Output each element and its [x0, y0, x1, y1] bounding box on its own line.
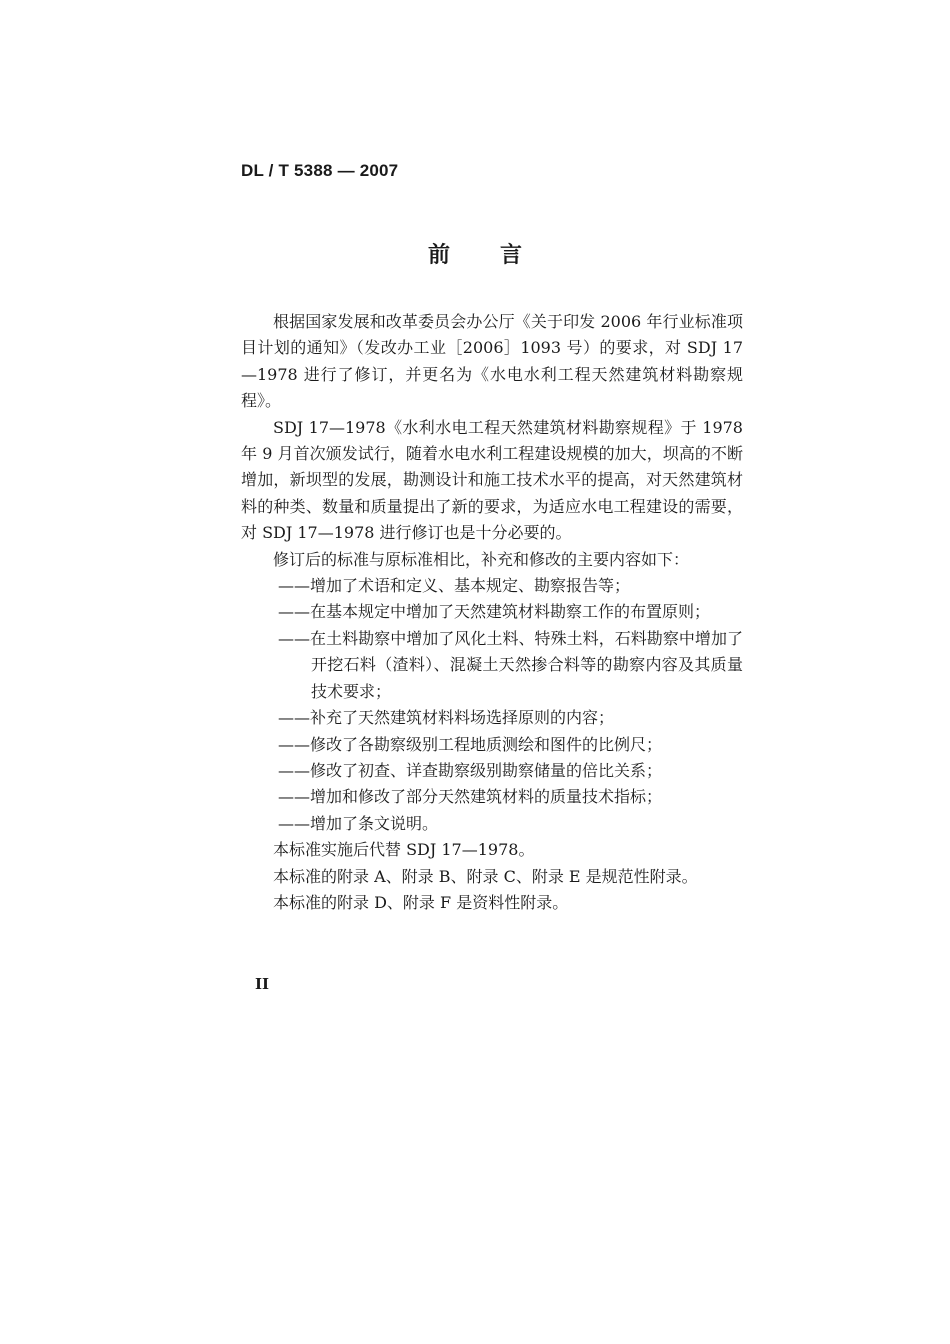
change-item: ——增加了术语和定义、基本规定、勘察报告等；: [278, 576, 631, 596]
changes-intro: 修订后的标准与原标准相比，补充和修改的主要内容如下：: [273, 549, 690, 569]
replacement-note: 本标准实施后代替 SDJ 17—1978。: [273, 840, 535, 860]
change-item: ——修改了各勘察级别工程地质测绘和图件的比例尺；: [278, 734, 663, 754]
change-item: ——在土料勘察中增加了风化土料、特殊土料，石料勘察中增加了开挖石料（渣料）、混凝土天然掺合料等的勘察内容及其质量技术要求；: [278, 628, 743, 701]
change-item: ——补充了天然建筑材料料场选择原则的内容；: [278, 708, 615, 728]
document-code-header: DL / T 5388 — 2007: [241, 161, 399, 180]
change-item: ——增加了条文说明。: [278, 813, 439, 833]
change-item: ——在基本规定中增加了天然建筑材料勘察工作的布置原则；: [278, 602, 711, 622]
body-text: [241, 309, 743, 916]
normative-annex-note: 本标准的附录 A、附录 B、附录 C、附录 E 是规范性附录。: [273, 866, 698, 886]
paragraph-background: SDJ 17—1978《水利水电工程天然建筑材料勘察规程》于 1978 年 9 月首次颁发试行，随着水电水利工程建设规模的加大，坝高的不断增加，新坝型的发展，勘测设计和施工技术水平的提高，对天然建筑材料的种类、数量和质量提出了新的要求，为适应水电工程建设的需要，对 SDJ 17—1978 进行修订也是十分必要的。: [241, 417, 743, 543]
paragraph-revision-basis: 根据国家发展和改革委员会办公厅《关于印发 2006 年行业标准项目计划的通知》（发改办工业［2006］1093 号）的要求，对 SDJ 17—1978 进行了修订，并更名为《水电水利工程天然建筑材料勘察规程》。: [241, 312, 743, 411]
informative-annex-note: 本标准的附录 D、附录 F 是资料性附录。: [273, 892, 569, 912]
page-title: 前言: [427, 243, 572, 268]
page-number: II: [255, 975, 270, 993]
change-item: ——增加和修改了部分天然建筑材料的质量技术指标；: [278, 787, 663, 807]
change-item: ——修改了初查、详查勘察级别勘察储量的倍比关系；: [278, 760, 663, 780]
